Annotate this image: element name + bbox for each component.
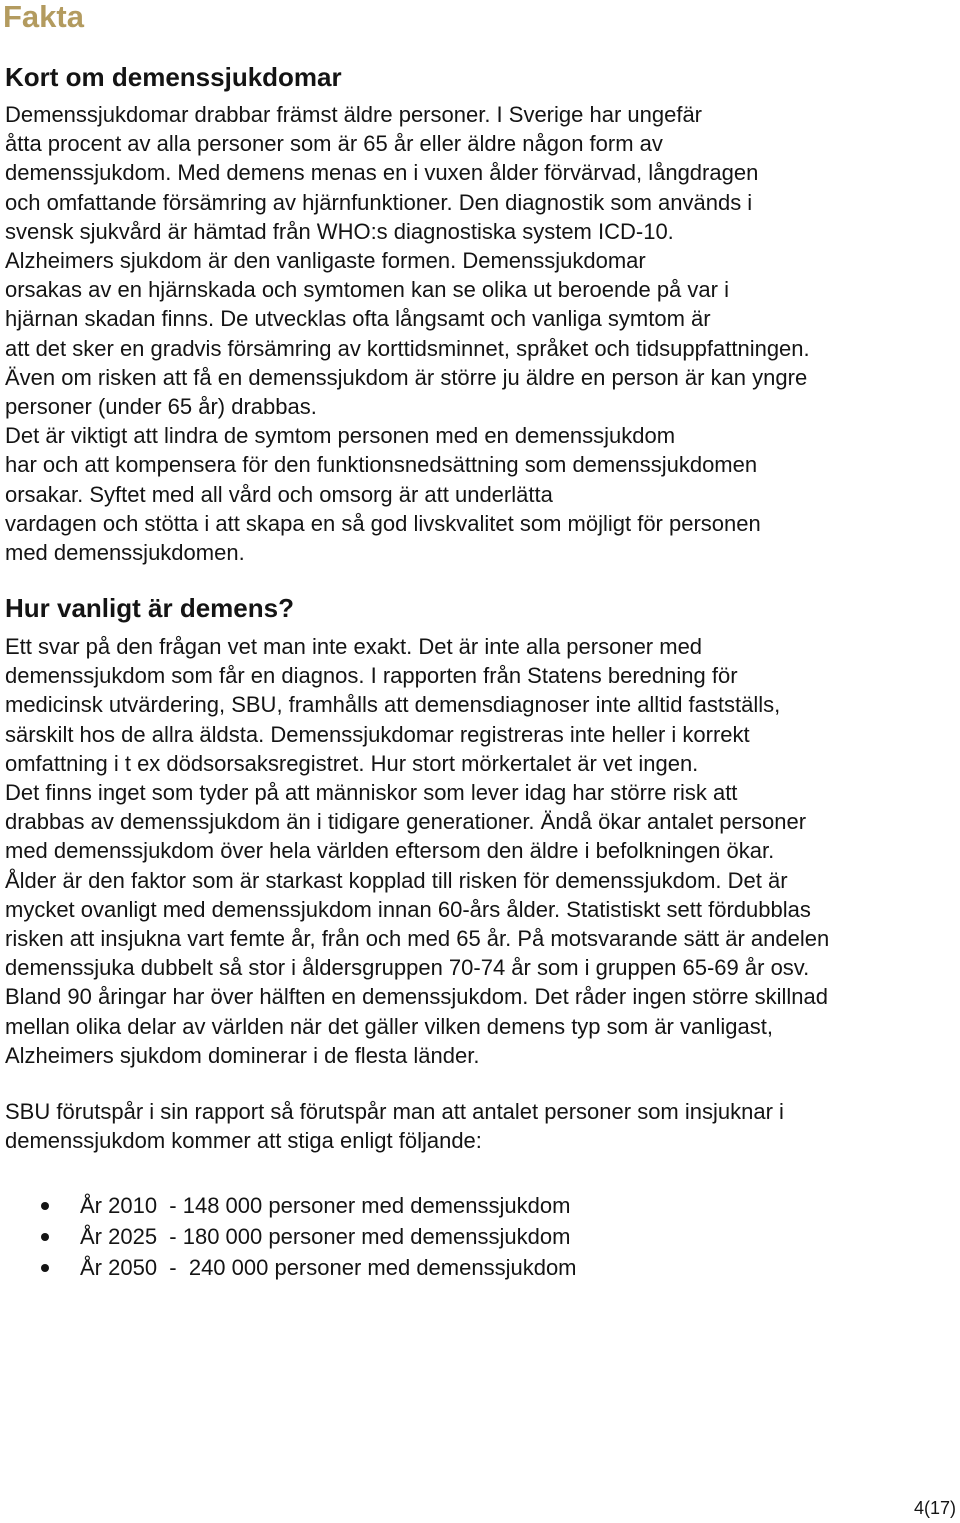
text-line: vardagen och stötta i att skapa en så god livskvalitet som möjligt för personen [5,510,761,536]
text-line: med demenssjukdomen. [5,540,245,566]
list-item [0,1221,960,1252]
text-line: svensk sjukvård är hämtad från WHO:s diagnostiska system ICD-10. [5,218,674,244]
text-line: demenssjukdom kommer att stiga enligt följande: [5,1128,482,1154]
text-line: Demenssjukdomar drabbar främst äldre personer. I Sverige har ungefär [5,102,703,127]
list-item [0,1190,960,1221]
section-body-prevalence [5,632,960,1070]
text-line: Alzheimers sjukdom dominerar i de flesta länder. [5,1042,480,1068]
text-line: Det finns inget som tyder på att människor som lever idag har större risk att [5,780,738,806]
list-item-text: År 2010 - 148 000 personer med demenssjukdom [80,1193,571,1218]
list-item-text: År 2050 - 240 000 personer med demenssjukdom [80,1255,577,1280]
text-line: att det sker en gradvis försämring av korttidsminnet, språket och tidsuppfattningen. [5,335,810,361]
forecast-list [0,1190,960,1283]
bullet-icon [41,1202,49,1210]
bullet-icon [41,1264,49,1272]
bullet-icon [41,1233,49,1241]
page-number: 4(17) [913,1498,956,1518]
forecast-intro [5,1097,960,1155]
text-line: Bland 90 åringar har över hälften en demenssjukdom. Det råder ingen större skillnad [5,984,829,1010]
text-line: risken att insjukna vart femte år, från och med 65 år. På motsvarande sätt är andelen [5,926,830,952]
text-line: mellan olika delar av världen när det gäller vilken demens typ som är vanligast, [5,1013,773,1039]
section-body-about-dementia [5,100,960,567]
text-line: personer (under 65 år) drabbas. [5,394,317,420]
text-line: särskilt hos de allra äldsta. Demenssjukdomar registreras inte heller i korrekt [5,721,750,747]
text-line: Alzheimers sjukdom är den vanligaste formen. Demenssjukdomar [5,248,646,274]
text-line: omfattning i t ex dödsorsaksregistret. Hur stort mörkertalet är vet ingen. [5,750,699,776]
text-line: hjärnan skadan finns. De utvecklas ofta långsamt och vanliga symtom är [5,306,711,332]
text-line: med demenssjukdom över hela världen eftersom den äldre i befolkningen ökar. [5,838,775,864]
text-line: demenssjukdom som får en diagnos. I rapporten från Statens beredning för [5,663,738,689]
text-line: orsakar. Syftet med all vård och omsorg är att underlätta [5,481,553,507]
text-line: demenssjuka dubbelt så stor i åldersgruppen 70-74 år som i gruppen 65-69 år osv. [5,955,810,981]
text-line: Ett svar på den frågan vet man inte exakt. Det är inte alla personer med [5,634,703,659]
text-line: och omfattande försämring av hjärnfunktioner. Den diagnostik som används i [5,189,753,215]
text-line: medicinsk utvärdering, SBU, framhålls att demensdiagnoser inte alltid fastställs, [5,692,781,718]
text-line: har och att kompensera för den funktionsnedsättning som demenssjukdomen [5,452,758,478]
text-line: mycket ovanligt med demenssjukdom innan 60-års ålder. Statistiskt sett fördubblas [5,896,811,922]
text-line: orsakas av en hjärnskada och symtomen kan se olika ut beroende på var i [5,277,729,303]
text-line: Ålder är den faktor som är starkast kopplad till risken för demenssjukdom. Det är [5,867,788,893]
list-item [0,1252,960,1283]
document-title: Fakta [3,0,84,34]
text-line: demenssjukdom. Med demens menas en i vuxen ålder förvärvad, långdragen [5,160,759,186]
section-heading-about-dementia: Kort om demenssjukdomar [5,62,342,92]
text-line: Det är viktigt att lindra de symtom personen med en demenssjukdom [5,423,676,449]
list-item-text: År 2025 - 180 000 personer med demenssjukdom [80,1224,571,1249]
text-line: Även om risken att få en demenssjukdom är större ju äldre en person är kan yngre [5,364,808,390]
text-line: åtta procent av alla personer som är 65 år eller äldre någon form av [5,131,663,157]
section-heading-prevalence: Hur vanligt är demens? [5,593,294,623]
text-line: drabbas av demenssjukdom än i tidigare generationer. Ändå ökar antalet personer [5,809,807,835]
text-line: SBU förutspår i sin rapport så förutspår man att antalet personer som insjuknar i [5,1099,784,1124]
